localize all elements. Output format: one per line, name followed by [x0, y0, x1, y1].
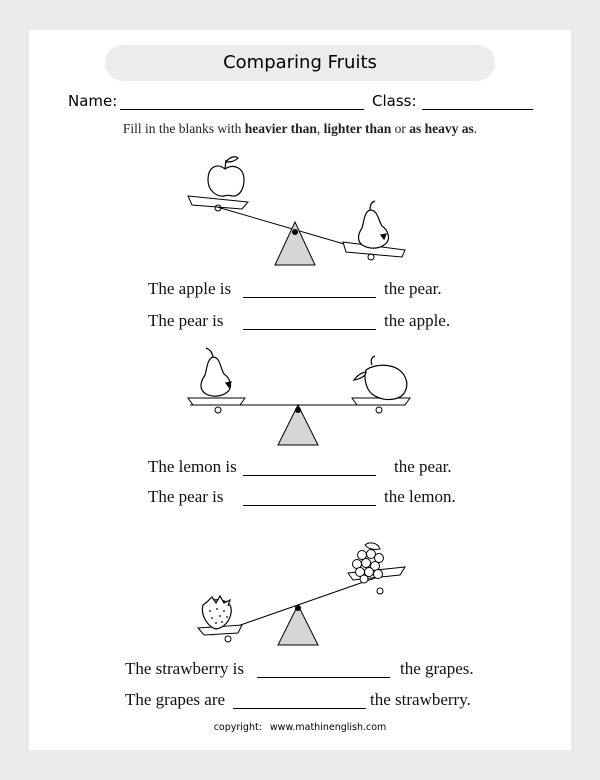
- question-4-right: the lemon.: [384, 487, 456, 506]
- class-field[interactable]: [422, 109, 533, 110]
- name-label: Name:: [68, 92, 118, 110]
- question-2-right: the apple.: [384, 311, 451, 330]
- question-1-blank[interactable]: [243, 297, 376, 298]
- question-1-right: the pear.: [384, 279, 442, 298]
- question-5-blank[interactable]: [257, 677, 390, 678]
- strawberry-icon: [202, 596, 231, 629]
- scale-strawberry-grapes: [190, 535, 420, 655]
- instructions: Fill in the blanks with heavier than, lighter than or as heavy as.: [122, 121, 478, 136]
- page-title: Comparing Fruits: [223, 52, 377, 73]
- scale-pear-lemon: [180, 345, 420, 450]
- question-3-left: The lemon is: [148, 457, 237, 476]
- name-field[interactable]: [120, 109, 364, 110]
- pear-icon: [359, 201, 389, 248]
- lemon-icon: [354, 356, 407, 400]
- question-4-left: The pear is: [148, 487, 224, 506]
- pear-icon: [201, 348, 231, 396]
- question-5-right: the grapes.: [400, 659, 474, 678]
- copyright-footer: [0, 722, 600, 733]
- question-2-blank[interactable]: [243, 329, 376, 330]
- question-1-left: The apple is: [148, 279, 232, 298]
- scale-apple-pear: [180, 150, 420, 270]
- question-3-right: the pear.: [394, 457, 452, 476]
- question-6-right: the strawberry.: [370, 690, 471, 709]
- question-4-blank[interactable]: [243, 505, 376, 506]
- question-6-left: The grapes are: [125, 690, 226, 709]
- question-5-left: The strawberry is: [125, 659, 244, 678]
- question-2-left: The pear is: [148, 311, 224, 330]
- question-3-blank[interactable]: [243, 475, 376, 476]
- apple-icon: [208, 157, 244, 196]
- class-label: Class:: [372, 92, 417, 110]
- copyright-label: copyright:: [213, 722, 262, 733]
- question-6-blank[interactable]: [233, 708, 366, 709]
- copyright-site: www.mathinenglish.com: [269, 722, 387, 733]
